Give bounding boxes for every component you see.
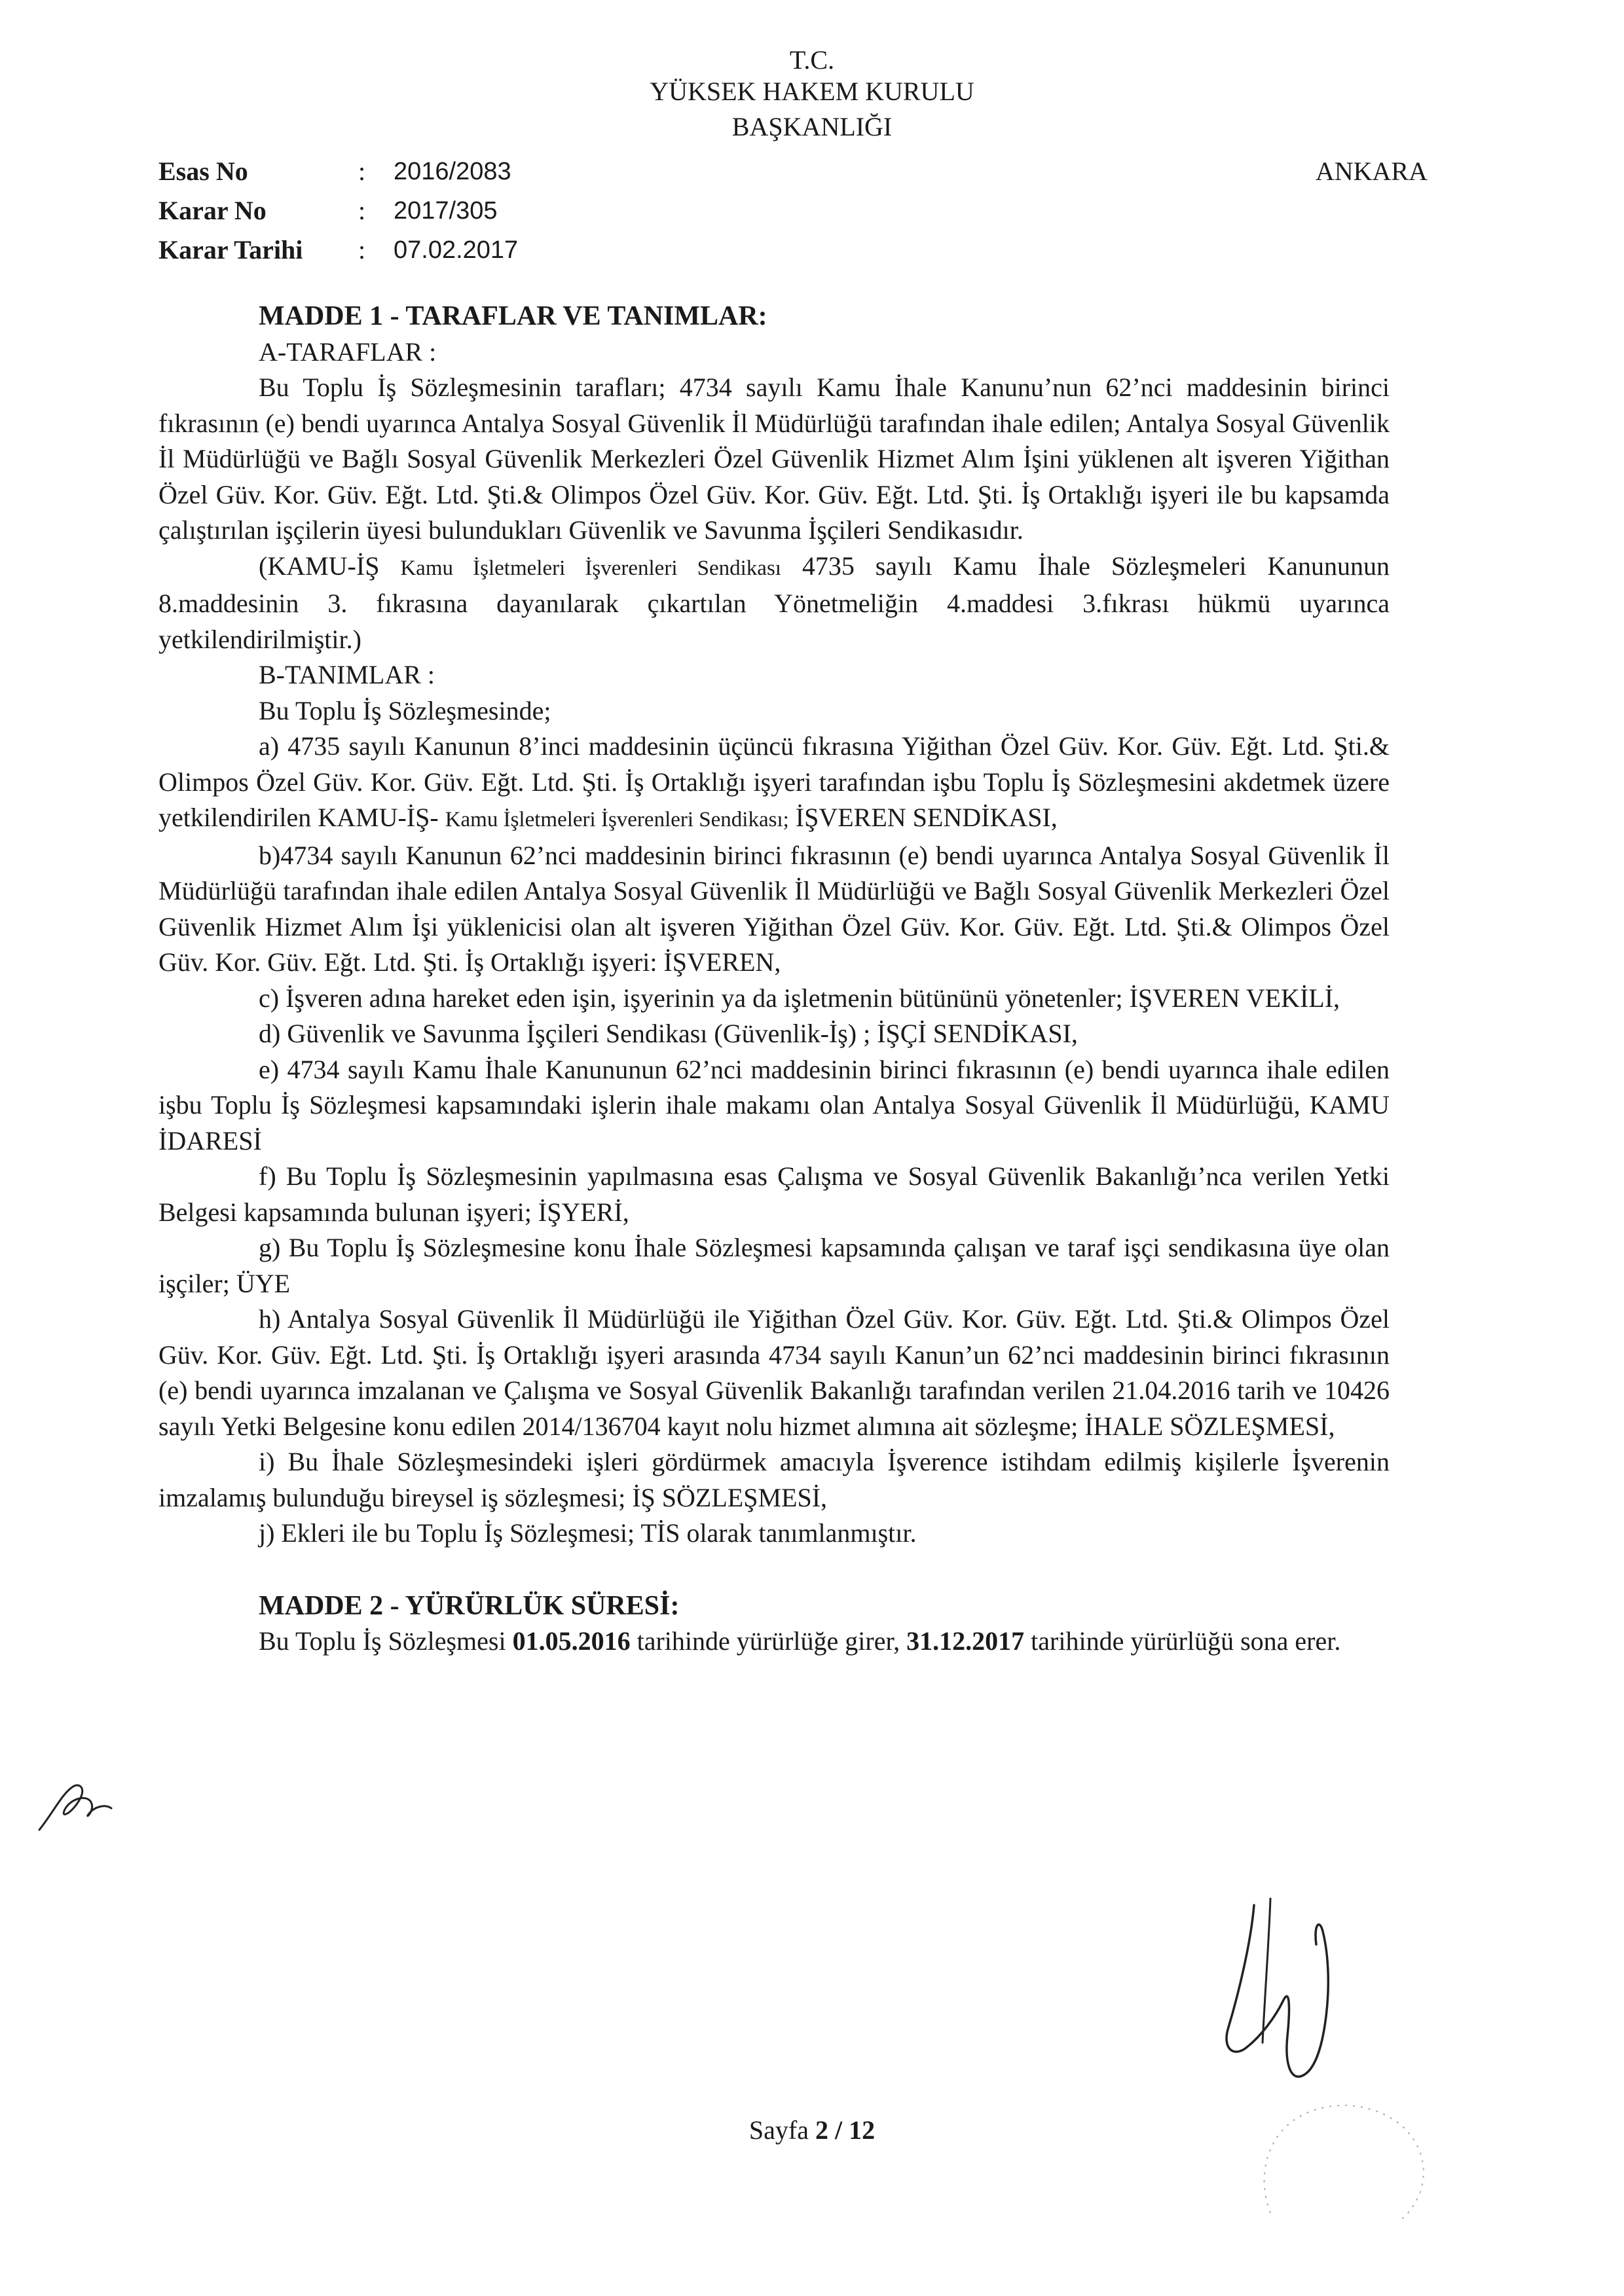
karar-label: Karar No [158, 196, 267, 225]
authorization-paragraph [158, 549, 1390, 658]
section-gap [158, 1552, 1390, 1588]
definition-d: d) Güvenlik ve Savunma İşçileri Sendikası (Güvenlik-İş) ; İŞÇİ SENDİKASI, [259, 1019, 1078, 1048]
separator: : [358, 196, 366, 225]
separator: : [358, 156, 366, 186]
karar-row [158, 191, 518, 230]
definition-a-union: Kamu İşletmeleri İşverenleri Sendikası; [445, 808, 789, 831]
yururluk-text-2: tarihinde yürürlüğe girer, [637, 1626, 900, 1656]
definition-b: b)4734 sayılı Kanunun 62’nci maddesinin birinci fıkrasının (e) bendi uyarınca Antalya Sosyal Güvenlik İl Müdürlüğü tarafından ihale edilen Antalya Sosyal Güvenlik İl Müdürlüğü ve Bağlı Sosyal Güvenlik Merkezleri Özel Güvenlik Hizmet Alım İşi yüklenicisi olan alt işveren Yiğithan Özel Güv. Kor. Güv. Eğt. Ltd. Şti.& Olimpos Özel Güv. Kor. Güv. Eğt. Ltd. Şti. İş Ortaklığı işyeri: İŞVEREN, [158, 840, 1390, 977]
page-number: 2 / 12 [815, 2115, 876, 2145]
definition-a [158, 729, 1390, 838]
definition-g: g) Bu Toplu İş Sözleşmesine konu İhale Sözleşmesi kapsamında çalışan ve taraf işçi sendikasına üye olan işçiler; ÜYE [158, 1233, 1390, 1298]
separator: : [358, 235, 366, 264]
yururluk-text-1: Bu Toplu İş Sözleşmesi [259, 1626, 506, 1656]
signature [1192, 1886, 1375, 2102]
margin-initials-signature [26, 1768, 124, 1840]
esas-value: 2016/2083 [394, 158, 511, 185]
city: ANKARA [1315, 156, 1428, 186]
taraflar-subheading: A-TARAFLAR : [259, 337, 437, 367]
authorization-text: 4735 sayılı Kamu İhale Sözleşmeleri Kanununun 8.maddesinin 3. fıkrasına dayanılarak çıkartılan Yönetmeliğin 4.maddesi 3.fıkrası hükmü uyarınca yetkilendirilmiştir.) [158, 551, 1390, 654]
esas-label: Esas No [158, 156, 248, 186]
definition-a-term: İŞVEREN SENDİKASI, [795, 803, 1058, 832]
tarih-value: 07.02.2017 [394, 236, 519, 264]
yururluk-paragraph [158, 1624, 1390, 1660]
definition-a-text: a) 4735 sayılı Kanunun 8’inci maddesinin üçüncü fıkrasına Yiğithan Özel Güv. Kor. Güv. Eğt. Ltd. Şti.& Olimpos Özel Güv. Kor. Güv. Eğt. Ltd. Şti. İş Ortaklığı işyeri tarafından işbu Toplu İş Sözleşmesini akdetmek üzere yetkilendirilen KAMU-İŞ- [158, 731, 1390, 832]
definition-i: i) Bu İhale Sözleşmesindeki işleri gördürmek amacıyla İşverence istihdam edilmiş kişilerle İşverenin imzalamış bulunduğu bireysel iş sözleşmesi; İŞ SÖZLEŞMESİ, [158, 1447, 1390, 1512]
esas-row [158, 152, 518, 191]
definition-f: f) Bu Toplu İş Sözleşmesinin yapılmasına esas Çalışma ve Sosyal Güvenlik Bakanlığı’nca verilen Yetki Belgesi kapsamında bulunan işyeri; İŞYERİ, [158, 1161, 1390, 1227]
header-tc: T.C. [789, 45, 835, 75]
definition-j: j) Ekleri ile bu Toplu İş Sözleşmesi; TİS olarak tanımlanmıştır. [259, 1518, 917, 1548]
definition-e: e) 4734 sayılı Kamu İhale Kanununun 62’nci maddesinin birinci fıkrasının (e) bendi uyarınca ihale edilen işbu Toplu İş Sözleşmesi kapsamındaki işlerin ihale makamı olan Antalya Sosyal Güvenlik İl Müdürlüğü, KAMU İDARESİ [158, 1054, 1390, 1156]
yururluk-text-3: tarihinde yürürlüğü sona erer. [1031, 1626, 1341, 1656]
definition-c: c) İşveren adına hareket eden işin, işyerinin ya da işletmenin bütününü yönetenler; İŞVEREN VEKİLİ, [259, 983, 1340, 1013]
stamp-remnant [1244, 2082, 1441, 2239]
case-metadata [158, 152, 518, 270]
union-abbr: (KAMU-İŞ [259, 551, 380, 581]
header-institution: YÜKSEK HAKEM KURULU [650, 77, 974, 106]
tanimlar-subheading: B-TANIMLAR : [259, 660, 435, 689]
taraflar-paragraph: Bu Toplu İş Sözleşmesinin tarafları; 4734 sayılı Kamu İhale Kanunu’nun 62’nci maddesinin birinci fıkrasının (e) bendi uyarınca Antalya Sosyal Güvenlik İl Müdürlüğü tarafından ihale edilen; Antalya Sosyal Güvenlik İl Müdürlüğü ve Bağlı Sosyal Güvenlik Merkezleri Özel Güvenlik Hizmet Alım İşini yüklenen alt işveren Yiğithan Özel Güv. Kor. Güv. Eğt. Ltd. Şti.& Olimpos Özel Güv. Kor. Güv. Eğt. Ltd. Şti. İş Ortaklığı işyeri ile bu kapsamda çalıştırılan işçilerin üyesi bulundukları Güvenlik ve Savunma İşçileri Sendikasıdır. [158, 373, 1390, 545]
madde2-heading: MADDE 2 - YÜRÜRLÜK SÜRESİ: [259, 1590, 680, 1621]
header-department: BAŞKANLIĞI [731, 112, 893, 141]
definition-h: h) Antalya Sosyal Güvenlik İl Müdürlüğü ile Yiğithan Özel Güv. Kor. Güv. Eğt. Ltd. Şti.& Olimpos Özel Güv. Kor. Güv. Eğt. Ltd. Şti. İş Ortaklığı işyeri arasında 4734 sayılı Kanun’un 62’nci maddesinin birinci fıkrasının (e) bendi uyarınca imzalanan ve Çalışma ve Sosyal Güvenlik Bakanlığı tarafından verilen 21.04.2016 tarih ve 10426 sayılı Yetki Belgesine konu edilen 2014/136704 kayıt nolu hizmet alımına ait sözleşme; İHALE SÖZLEŞMESİ, [158, 1304, 1390, 1441]
start-date: 01.05.2016 [512, 1626, 631, 1656]
tarih-row [158, 230, 518, 270]
union-name: Kamu İşletmeleri İşverenleri Sendikası [400, 556, 781, 580]
end-date: 31.12.2017 [906, 1626, 1025, 1656]
document-body [158, 299, 1390, 1660]
page-prefix: Sayfa [748, 2115, 809, 2145]
tanimlar-intro: Bu Toplu İş Sözleşmesinde; [259, 695, 551, 725]
karar-value: 2017/305 [394, 197, 498, 225]
tarih-label: Karar Tarihi [158, 235, 303, 264]
madde1-heading: MADDE 1 - TARAFLAR VE TANIMLAR: [259, 301, 767, 331]
